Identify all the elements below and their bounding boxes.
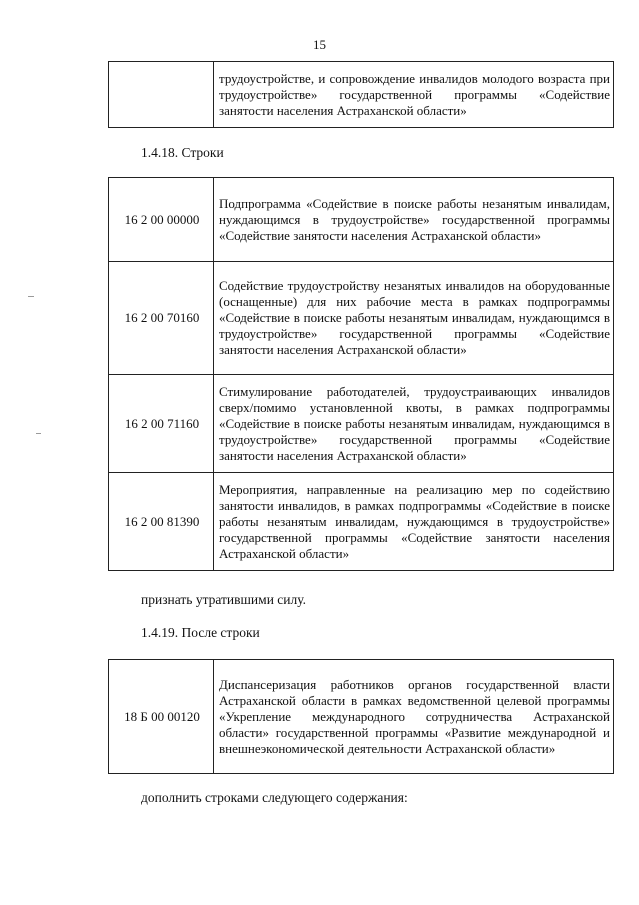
description-cell: Подпрограмма «Содействие в поиске работы незанятым инвалидам, нуждающимся в трудоустройстве» государственной программы «Содействие занятости населения Астраханской области» bbox=[214, 178, 614, 262]
table-row bbox=[109, 660, 614, 774]
section-1-4-19-table bbox=[108, 659, 614, 774]
code-cell: 16 2 00 70160 bbox=[109, 262, 214, 375]
section-heading-1-4-18: 1.4.18. Строки bbox=[141, 145, 224, 160]
scan-mark bbox=[36, 433, 41, 434]
code-cell bbox=[109, 62, 214, 128]
description-cell: Стимулирование работодателей, трудоустраивающих инвалидов сверх/помимо установленной квоты, в рамках подпрограммы «Содействие в поиске работы незанятым инвалидам, нуждающимся в трудоустройстве» государственной программы «Содействие занятости населения Астраханской области» bbox=[214, 375, 614, 473]
table-row bbox=[109, 262, 614, 375]
continuation-table bbox=[108, 61, 614, 128]
table-row bbox=[109, 473, 614, 571]
page-number: 15 bbox=[313, 37, 326, 52]
description-cell: трудоустройстве, и сопровождение инвалидов молодого возраста при трудоустройстве» государственной программы «Содействие занятости населения Астраханской области» bbox=[214, 62, 614, 128]
code-cell: 16 2 00 00000 bbox=[109, 178, 214, 262]
description-cell: Мероприятия, направленные на реализацию мер по содействию занятости инвалидов, в рамках подпрограммы «Содействие в поиске работы незанятым инвалидам, нуждающимся в трудоустройстве» государственной программы «Содействие занятости населения Астраханской области» bbox=[214, 473, 614, 571]
repeal-statement: признать утратившими силу. bbox=[141, 592, 307, 607]
code-cell: 16 2 00 71160 bbox=[109, 375, 214, 473]
section-1-4-18-table bbox=[108, 177, 614, 571]
table-row bbox=[109, 375, 614, 473]
section-heading-1-4-19: 1.4.19. После строки bbox=[141, 625, 260, 640]
scan-mark bbox=[28, 296, 34, 297]
supplement-statement: дополнить строками следующего содержания: bbox=[141, 790, 408, 805]
code-cell: 18 Б 00 00120 bbox=[109, 660, 214, 774]
code-cell: 16 2 00 81390 bbox=[109, 473, 214, 571]
description-cell: Диспансеризация работников органов государственной власти Астраханской области в рамках ведомственной целевой программы «Укрепление международного сотрудничества Астраханской области» государственной программы «Развитие международной и внешнеэкономической деятельности Астраханской области» bbox=[214, 660, 614, 774]
table-row bbox=[109, 62, 614, 128]
description-cell: Содействие трудоустройству незанятых инвалидов на оборудованные (оснащенные) для них рабочие места в рамках подпрограммы «Содействие в поиске работы незанятым инвалидам, нуждающимся в трудоустройстве» государственной программы «Содействие занятости населения Астраханской области» bbox=[214, 262, 614, 375]
table-row bbox=[109, 178, 614, 262]
